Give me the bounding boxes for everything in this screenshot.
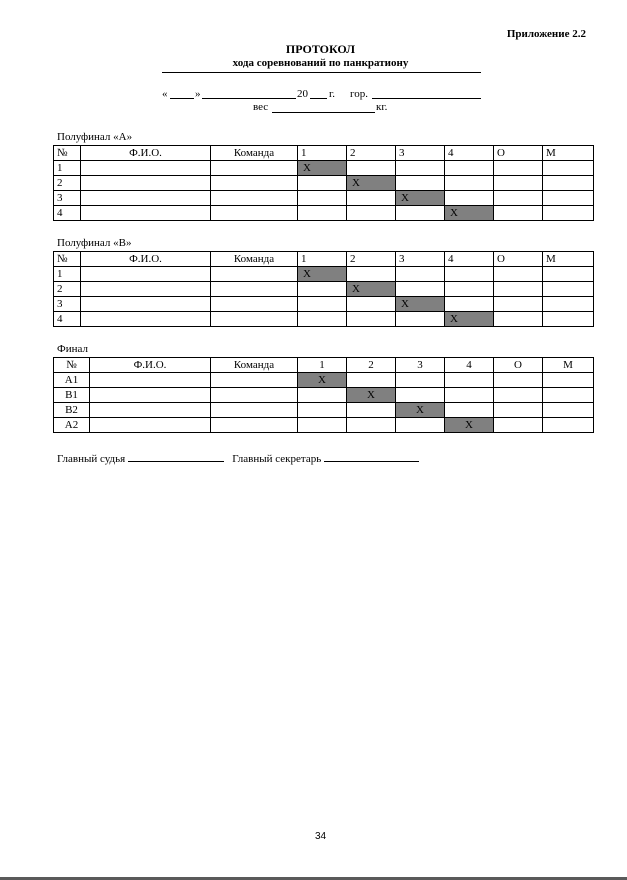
col-place: М [543, 146, 594, 161]
chief-judge-label: Главный судья [57, 453, 126, 465]
x-mark: Х [416, 404, 424, 416]
result-cell [347, 267, 396, 282]
name-cell [90, 418, 211, 433]
blocked-cell [298, 161, 347, 176]
team-cell [211, 282, 298, 297]
city-label: гор. [350, 88, 368, 100]
date-year-suffix: г. [329, 88, 336, 100]
points-cell [494, 267, 543, 282]
result-cell [298, 312, 347, 327]
x-mark: Х [450, 313, 458, 325]
table-header-row [54, 358, 594, 373]
points-cell [494, 176, 543, 191]
result-cell [347, 206, 396, 221]
table-row [54, 418, 594, 433]
result-cell [396, 312, 445, 327]
result-cell [445, 267, 494, 282]
team-cell [211, 191, 298, 206]
place-cell [543, 418, 594, 433]
place-cell [543, 206, 594, 221]
result-cell [445, 191, 494, 206]
result-cell [445, 161, 494, 176]
result-cell [396, 388, 445, 403]
col-name: Ф.И.О. [81, 146, 211, 161]
result-cell [298, 191, 347, 206]
chief-secretary-label: Главный секретарь [232, 453, 322, 465]
result-cell [347, 161, 396, 176]
name-cell [90, 403, 211, 418]
result-cell [347, 312, 396, 327]
result-cell [396, 373, 445, 388]
place-cell [543, 267, 594, 282]
date-close-quote: » [195, 88, 201, 100]
place-cell [543, 297, 594, 312]
result-cell [396, 176, 445, 191]
blocked-cell [298, 373, 347, 388]
result-cell [445, 403, 494, 418]
table-header-row [54, 252, 594, 267]
blocked-cell [445, 312, 494, 327]
semifinal-b-title: Полуфинал «В» [57, 237, 132, 249]
semifinal-b-table [53, 251, 594, 327]
name-cell [81, 191, 211, 206]
table-row [54, 161, 594, 176]
weight-label: вес [253, 101, 269, 113]
points-cell [494, 282, 543, 297]
result-cell [298, 206, 347, 221]
blocked-cell [298, 267, 347, 282]
team-cell [211, 373, 298, 388]
col-points: О [494, 146, 543, 161]
col-number: № [54, 146, 81, 161]
place-cell [543, 312, 594, 327]
place-cell [543, 191, 594, 206]
points-cell [494, 297, 543, 312]
x-mark: Х [401, 298, 409, 310]
final-title: Финал [57, 343, 88, 355]
table-row [54, 403, 594, 418]
col-place: М [543, 358, 594, 373]
table-row [54, 176, 594, 191]
points-cell [494, 388, 543, 403]
team-cell [211, 403, 298, 418]
result-cell [347, 403, 396, 418]
place-cell [543, 403, 594, 418]
result-cell [347, 418, 396, 433]
result-cell [298, 403, 347, 418]
protocol-title: ПРОТОКОЛ [285, 42, 356, 56]
col-bout-2: 2 [347, 146, 396, 161]
team-cell [211, 176, 298, 191]
row-number: 2 [54, 176, 81, 191]
row-number: А2 [54, 418, 90, 433]
blocked-cell [347, 176, 396, 191]
x-mark: Х [465, 419, 473, 431]
points-cell [494, 418, 543, 433]
points-cell [494, 191, 543, 206]
name-cell [81, 176, 211, 191]
name-cell [81, 282, 211, 297]
table-header-row [54, 146, 594, 161]
row-number: 3 [54, 297, 81, 312]
place-cell [543, 161, 594, 176]
city-blank [372, 98, 481, 99]
row-number: 1 [54, 161, 81, 176]
col-name: Ф.И.О. [90, 358, 211, 373]
name-cell [81, 297, 211, 312]
team-cell [211, 161, 298, 176]
result-cell [445, 297, 494, 312]
col-points: О [494, 358, 543, 373]
blocked-cell [445, 418, 494, 433]
result-cell [396, 418, 445, 433]
col-place: М [543, 252, 594, 267]
blocked-cell [396, 403, 445, 418]
blocked-cell [396, 191, 445, 206]
result-cell [298, 282, 347, 297]
x-mark: Х [303, 162, 311, 174]
result-cell [445, 388, 494, 403]
name-cell [90, 373, 211, 388]
blocked-cell [396, 297, 445, 312]
col-bout-1: 1 [298, 146, 347, 161]
row-number: В1 [54, 388, 90, 403]
col-bout-4: 4 [445, 358, 494, 373]
name-cell [81, 312, 211, 327]
row-number: 4 [54, 206, 81, 221]
col-bout-3: 3 [396, 358, 445, 373]
result-cell [396, 282, 445, 297]
col-number: № [54, 252, 81, 267]
points-cell [494, 373, 543, 388]
table-row [54, 312, 594, 327]
name-cell [81, 161, 211, 176]
table-row [54, 282, 594, 297]
col-bout-4: 4 [445, 252, 494, 267]
date-open-quote: « [162, 88, 168, 100]
result-cell [298, 388, 347, 403]
result-cell [347, 191, 396, 206]
row-number: 2 [54, 282, 81, 297]
blocked-cell [445, 206, 494, 221]
x-mark: Х [352, 283, 360, 295]
chief-judge-signature-blank [128, 452, 224, 462]
col-number: № [54, 358, 90, 373]
team-cell [211, 312, 298, 327]
place-cell [543, 373, 594, 388]
blocked-cell [347, 388, 396, 403]
row-number: А1 [54, 373, 90, 388]
table-row [54, 267, 594, 282]
col-bout-2: 2 [347, 358, 396, 373]
team-cell [211, 418, 298, 433]
x-mark: Х [318, 374, 326, 386]
page-number: 34 [314, 831, 327, 842]
result-cell [347, 373, 396, 388]
protocol-subtitle: хода соревнований по панкратиону [232, 57, 409, 69]
appendix-label: Приложение 2.2 [506, 28, 586, 40]
table-row [54, 388, 594, 403]
semifinal-a-title: Полуфинал «А» [57, 131, 133, 143]
result-cell [298, 176, 347, 191]
table-row [54, 191, 594, 206]
result-cell [396, 206, 445, 221]
name-cell [81, 206, 211, 221]
col-bout-2: 2 [347, 252, 396, 267]
row-number: 3 [54, 191, 81, 206]
result-cell [347, 297, 396, 312]
x-mark: Х [367, 389, 375, 401]
points-cell [494, 206, 543, 221]
x-mark: Х [352, 177, 360, 189]
competition-name-line [162, 72, 481, 73]
team-cell [211, 388, 298, 403]
row-number: 1 [54, 267, 81, 282]
team-cell [211, 206, 298, 221]
place-cell [543, 388, 594, 403]
blocked-cell [347, 282, 396, 297]
table-row [54, 206, 594, 221]
result-cell [445, 282, 494, 297]
semifinal-a-table [53, 145, 594, 221]
col-points: О [494, 252, 543, 267]
table-row [54, 373, 594, 388]
team-cell [211, 297, 298, 312]
place-cell [543, 282, 594, 297]
col-bout-1: 1 [298, 358, 347, 373]
points-cell [494, 312, 543, 327]
col-team: Команда [211, 252, 298, 267]
weight-unit: кг. [376, 101, 388, 113]
x-mark: Х [303, 268, 311, 280]
result-cell [445, 176, 494, 191]
place-cell [543, 176, 594, 191]
result-cell [396, 161, 445, 176]
col-bout-3: 3 [396, 252, 445, 267]
date-year-blank [310, 98, 327, 99]
result-cell [298, 418, 347, 433]
col-bout-4: 4 [445, 146, 494, 161]
result-cell [298, 297, 347, 312]
result-cell [396, 267, 445, 282]
name-cell [90, 388, 211, 403]
row-number: В2 [54, 403, 90, 418]
col-team: Команда [211, 358, 298, 373]
date-month-blank [202, 98, 296, 99]
weight-blank [272, 112, 375, 113]
date-day-blank [170, 98, 194, 99]
chief-secretary-signature-blank [324, 452, 419, 462]
col-bout-3: 3 [396, 146, 445, 161]
signatures-line [57, 452, 419, 465]
row-number: 4 [54, 312, 81, 327]
name-cell [81, 267, 211, 282]
col-team: Команда [211, 146, 298, 161]
points-cell [494, 161, 543, 176]
col-bout-1: 1 [298, 252, 347, 267]
result-cell [445, 373, 494, 388]
col-name: Ф.И.О. [81, 252, 211, 267]
table-row [54, 297, 594, 312]
team-cell [211, 267, 298, 282]
x-mark: Х [401, 192, 409, 204]
date-year-prefix: 20 [297, 88, 308, 100]
final-table [53, 357, 594, 433]
points-cell [494, 403, 543, 418]
x-mark: Х [450, 207, 458, 219]
